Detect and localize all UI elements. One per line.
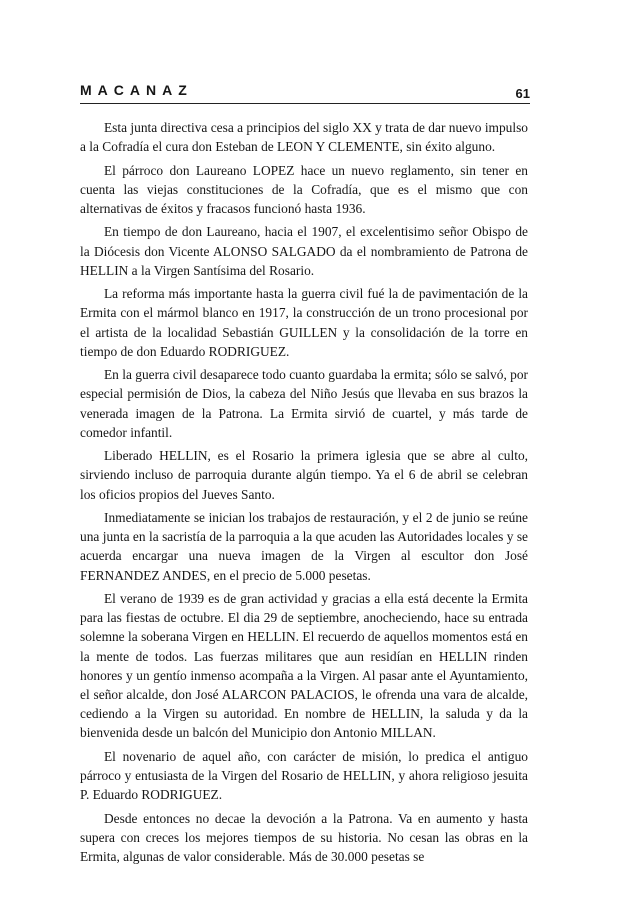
- header-rule: [80, 103, 530, 104]
- paragraph: El novenario de aquel año, con carácter de misión, lo predica el antiguo párroco y entusiasta de la Virgen del Rosario de HELLIN, y ahora religioso jesuita P. Eduardo RODRIGUEZ.: [80, 748, 528, 803]
- running-title: MACANAZ: [80, 82, 193, 98]
- paragraph: En la guerra civil desaparece todo cuanto guardaba la ermita; sólo se salvó, por especial permisión de Dios, la cabeza del Niño Jesús que llevaba en sus brazos la venerada imagen de la Patrona. La Ermita sirvió de cuartel, y más tarde de comedor infantil.: [80, 367, 528, 440]
- paragraph: Inmediatamente se inician los trabajos de restauración, y el 2 de junio se reúne una junta en la sacristía de la parroquia a la que acuden las Autoridades locales y se acuerda encargar una nueva imagen de la Virgen al escultor don José FERNANDEZ ANDES, en el precio de 5.000 pesetas.: [80, 509, 528, 583]
- paragraph: El párroco don Laureano LOPEZ hace un nuevo reglamento, sin tener en cuenta las viejas constituciones de la Cofradía, que es el mismo que con alternativas de éxitos y fracasos funcionó hasta 1936.: [80, 162, 528, 216]
- paragraph: Desde entonces no decae la devoción a la Patrona. Va en aumento y hasta supera con creces los mejores tiempos de su historia. No cesan las obras en la Ermita, algunas de valor considerable. Más de 30.000 pesetas se: [80, 810, 528, 864]
- page-number: 61: [515, 86, 530, 101]
- paragraph: Liberado HELLIN, es el Rosario la primera iglesia que se abre al culto, sirviendo incluso de parroquia durante algún tiempo. Ya el 6 de abril se celebran los oficios propios del Jueves Santo.: [80, 448, 528, 502]
- body-text: [80, 118, 528, 866]
- paragraph: Esta junta directiva cesa a principios del siglo XX y trata de dar nuevo impulso a la Cofradía el cura don Esteban de LEON Y CLEMENTE, sin éxito alguno.: [80, 120, 528, 155]
- paragraph: La reforma más importante hasta la guerra civil fué la de pavimentación de la Ermita con el mármol blanco en 1917, la construcción de un trono procesional por el artista de la localidad Sebastián GUILLEN y la consolidación de la torre en tiempo de don Eduardo RODRIGUEZ.: [80, 286, 528, 359]
- paragraph: El verano de 1939 es de gran actividad y gracias a ella está decente la Ermita para las fiestas de octubre. El dia 29 de septiembre, anocheciendo, hace su entrada solemne la soberana Virgen en HELLIN. El recuerdo de aquellos momentos está en la mente de todos. Las fuerzas militares que aun residían en HELLIN rinden honores y un gentío inmenso acompaña a la Virgen. Al pasar ante el Ayuntamiento, el señor alcalde, don José ALARCON PALACIOS, le ofrenda una vara de alcalde, cediendo a la Virgen su autoridad. En nombre de HELLIN, la saluda y da la bienvenida desde un balcón del Municipio don Antonio MILLAN.: [80, 590, 528, 741]
- paragraph: En tiempo de don Laureano, hacia el 1907, el excelentisimo señor Obispo de la Diócesis don Vicente ALONSO SALGADO da el nombramiento de Patrona de HELLIN a la Virgen Santísima del Rosario.: [80, 224, 528, 278]
- page-header: [80, 82, 530, 104]
